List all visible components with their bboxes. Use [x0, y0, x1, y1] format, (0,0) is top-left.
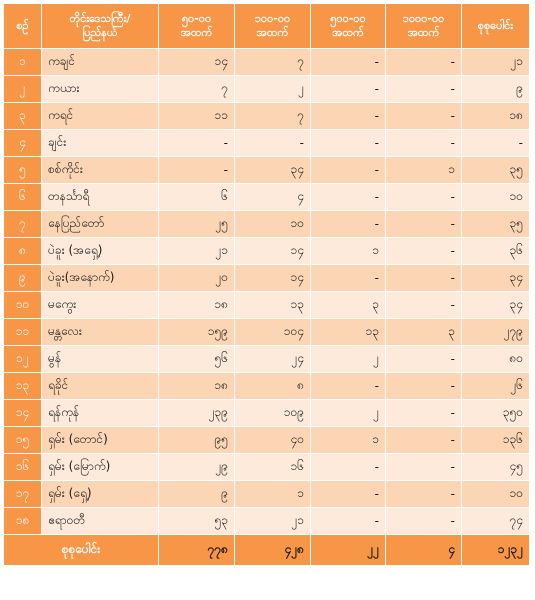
header-line: ၅၀-၀၀	[181, 12, 212, 25]
cell-50-above: ၆	[159, 184, 235, 211]
cell-region: ရှမ်း (ရှေ့)	[42, 481, 159, 508]
cell-total: ၁၈	[462, 103, 530, 130]
cell-100-above: ၂	[235, 76, 311, 103]
cell-500-above: ၁	[311, 427, 386, 454]
cell-1000-above: -	[386, 238, 462, 265]
cell-region: မွန်	[42, 346, 159, 373]
table-row	[4, 184, 530, 211]
cell-total: ၃၆	[462, 238, 530, 265]
table-row	[4, 508, 530, 535]
cell-100-above: ၂၁	[235, 508, 311, 535]
cell-no: ၁	[4, 49, 42, 76]
cell-region: ဧရာဝတီ	[42, 508, 159, 535]
total-cell-50: ၇၇၈	[159, 535, 235, 566]
cell-no: ၃	[4, 103, 42, 130]
cell-500-above: -	[311, 211, 386, 238]
cell-1000-above: -	[386, 211, 462, 238]
header-row	[4, 4, 530, 49]
cell-region: ကယား	[42, 76, 159, 103]
cell-1000-above: -	[386, 481, 462, 508]
cell-region: ကချင်	[42, 49, 159, 76]
cell-50-above: ၁၈	[159, 292, 235, 319]
cell-no: ၁၇	[4, 481, 42, 508]
stats-table-container	[3, 3, 529, 566]
cell-100-above: ၁၃	[235, 292, 311, 319]
cell-region: ရန်ကုန်	[42, 400, 159, 427]
table-row	[4, 103, 530, 130]
table-row	[4, 157, 530, 184]
cell-total: ၇၄	[462, 508, 530, 535]
cell-50-above: ၅၆	[159, 346, 235, 373]
cell-no: ၁၆	[4, 454, 42, 481]
cell-region: ပဲခူး(အနောက်)	[42, 265, 159, 292]
cell-1000-above: ၁	[386, 157, 462, 184]
cell-no: ၁၅	[4, 427, 42, 454]
cell-1000-above: -	[386, 292, 462, 319]
header-cell-1000-above	[386, 4, 462, 49]
cell-100-above: ၄၀	[235, 427, 311, 454]
cell-50-above: ၁၁	[159, 103, 235, 130]
header-line: ၁၀၀၀-၀၀	[402, 12, 445, 25]
header-line: အထက်	[180, 26, 213, 39]
cell-100-above: ၁၀၉	[235, 400, 311, 427]
cell-50-above: ၂၃၉	[159, 400, 235, 427]
table-row	[4, 76, 530, 103]
cell-500-above: -	[311, 103, 386, 130]
cell-total: ၂၁	[462, 49, 530, 76]
table-row	[4, 238, 530, 265]
table-header	[4, 4, 530, 49]
cell-no: ၁၀	[4, 292, 42, 319]
cell-50-above: ၁၅၉	[159, 319, 235, 346]
cell-500-above: -	[311, 157, 386, 184]
table-row	[4, 130, 530, 157]
cell-500-above: -	[311, 373, 386, 400]
cell-1000-above: -	[386, 76, 462, 103]
table-row	[4, 292, 530, 319]
cell-total: ၂၇၉	[462, 319, 530, 346]
cell-no: ၁၈	[4, 508, 42, 535]
cell-500-above: -	[311, 130, 386, 157]
header-cell-100-above	[235, 4, 311, 49]
cell-50-above: ၁၈	[159, 373, 235, 400]
cell-500-above: -	[311, 454, 386, 481]
cell-total: ၃၅	[462, 211, 530, 238]
cell-no: ၂	[4, 76, 42, 103]
cell-total: ၃၄	[462, 292, 530, 319]
total-cell-1000: ၄	[386, 535, 462, 566]
cell-total: ၁၃၆	[462, 427, 530, 454]
cell-region: နေပြည်တော်	[42, 211, 159, 238]
cell-50-above: -	[159, 157, 235, 184]
cell-50-above: ၁၄	[159, 49, 235, 76]
cell-1000-above: -	[386, 427, 462, 454]
cell-50-above: ၂၁	[159, 238, 235, 265]
table-row	[4, 427, 530, 454]
total-cell-100: ၄၂၈	[235, 535, 311, 566]
table-row	[4, 49, 530, 76]
cell-region: ရှမ်း (မြောက်)	[42, 454, 159, 481]
cell-region: ကရင်	[42, 103, 159, 130]
header-line: ၅၀၀-၀၀	[330, 12, 366, 25]
cell-no: ၄	[4, 130, 42, 157]
cell-1000-above: -	[386, 508, 462, 535]
table-body	[4, 49, 530, 535]
cell-50-above: ၅၃	[159, 508, 235, 535]
header-line: ပြည်နယ်	[82, 26, 118, 39]
total-row	[4, 535, 530, 566]
cell-region: တနင်္သာရီ	[42, 184, 159, 211]
cell-500-above: -	[311, 76, 386, 103]
header-line: စဉ်	[16, 19, 29, 32]
cell-500-above: ၁၃	[311, 319, 386, 346]
cell-total: ၃၄	[462, 265, 530, 292]
cell-100-above: ၇	[235, 49, 311, 76]
cell-1000-above: -	[386, 184, 462, 211]
cell-100-above: ၁၄	[235, 265, 311, 292]
cell-500-above: -	[311, 265, 386, 292]
cell-1000-above: -	[386, 49, 462, 76]
header-cell-50-above	[159, 4, 235, 49]
cell-no: ၁၂	[4, 346, 42, 373]
cell-no: ၆	[4, 184, 42, 211]
region-statistics-table	[3, 3, 530, 566]
header-cell-total	[462, 4, 530, 49]
cell-region: စစ်ကိုင်း	[42, 157, 159, 184]
header-line: စုစုပေါင်း	[477, 19, 514, 32]
cell-no: ၅	[4, 157, 42, 184]
table-row	[4, 481, 530, 508]
header-line: ၁၀၀-၀၀	[254, 12, 291, 25]
cell-region: မကွေး	[42, 292, 159, 319]
cell-100-above: ၄	[235, 184, 311, 211]
cell-total: ၁၀	[462, 184, 530, 211]
cell-total: ၉	[462, 76, 530, 103]
table-row	[4, 400, 530, 427]
cell-no: ၇	[4, 211, 42, 238]
total-label: စုစုပေါင်း	[4, 535, 159, 566]
cell-no: ၈	[4, 238, 42, 265]
cell-1000-above: -	[386, 400, 462, 427]
cell-50-above: ၉	[159, 481, 235, 508]
cell-100-above: ၁၄	[235, 238, 311, 265]
cell-500-above: ၃	[311, 292, 386, 319]
cell-1000-above: -	[386, 346, 462, 373]
cell-100-above: ၃၄	[235, 157, 311, 184]
cell-100-above: ၈	[235, 373, 311, 400]
cell-no: ၁၄	[4, 400, 42, 427]
cell-500-above: -	[311, 508, 386, 535]
cell-50-above: ၇	[159, 76, 235, 103]
cell-region: ချင်း	[42, 130, 159, 157]
header-cell-region	[42, 4, 159, 49]
cell-500-above: ၁	[311, 238, 386, 265]
total-cell-grand: ၁၂၃၂	[462, 535, 530, 566]
header-line: အထက်	[332, 26, 364, 39]
cell-500-above: -	[311, 481, 386, 508]
cell-100-above: -	[235, 130, 311, 157]
cell-500-above: ၂	[311, 400, 386, 427]
table-row	[4, 373, 530, 400]
cell-1000-above: -	[386, 103, 462, 130]
cell-50-above: ၂၅	[159, 211, 235, 238]
cell-1000-above: -	[386, 265, 462, 292]
cell-region: ရခိုင်	[42, 373, 159, 400]
header-line: တိုင်းဒေသကြီး/	[69, 12, 131, 25]
cell-50-above: ၉၅	[159, 427, 235, 454]
cell-1000-above: ၃	[386, 319, 462, 346]
table-row	[4, 319, 530, 346]
cell-1000-above: -	[386, 130, 462, 157]
cell-no: ၉	[4, 265, 42, 292]
cell-100-above: ၁၀၄	[235, 319, 311, 346]
header-cell-500-above	[311, 4, 386, 49]
header-cell-no	[4, 4, 42, 49]
cell-100-above: ၇	[235, 103, 311, 130]
table-row	[4, 265, 530, 292]
cell-100-above: ၁၀	[235, 211, 311, 238]
cell-50-above: ၂၀	[159, 265, 235, 292]
cell-500-above: -	[311, 49, 386, 76]
table-row	[4, 454, 530, 481]
table-row	[4, 346, 530, 373]
cell-total: ၁၀	[462, 481, 530, 508]
cell-1000-above: -	[386, 373, 462, 400]
header-line: အထက်	[407, 26, 440, 39]
total-cell-500: ၂၂	[311, 535, 386, 566]
cell-100-above: ၁	[235, 481, 311, 508]
cell-1000-above: -	[386, 454, 462, 481]
cell-50-above: ၂၉	[159, 454, 235, 481]
cell-total: ၄၅	[462, 454, 530, 481]
cell-total: ၃၅	[462, 157, 530, 184]
header-line: အထက်	[256, 26, 289, 39]
cell-region: ရှမ်း (တောင်)	[42, 427, 159, 454]
cell-100-above: ၁၆	[235, 454, 311, 481]
cell-total: ၈၀	[462, 346, 530, 373]
cell-500-above: -	[311, 184, 386, 211]
table-footer	[4, 535, 530, 566]
cell-region: ပဲခူး (အရှေ့)	[42, 238, 159, 265]
cell-no: ၁၁	[4, 319, 42, 346]
cell-region: မန္တလေး	[42, 319, 159, 346]
cell-500-above: ၂	[311, 346, 386, 373]
cell-100-above: ၂၄	[235, 346, 311, 373]
table-row	[4, 211, 530, 238]
cell-total: -	[462, 130, 530, 157]
cell-total: ၂၆	[462, 373, 530, 400]
cell-50-above: -	[159, 130, 235, 157]
cell-no: ၁၃	[4, 373, 42, 400]
cell-total: ၃၅၀	[462, 400, 530, 427]
